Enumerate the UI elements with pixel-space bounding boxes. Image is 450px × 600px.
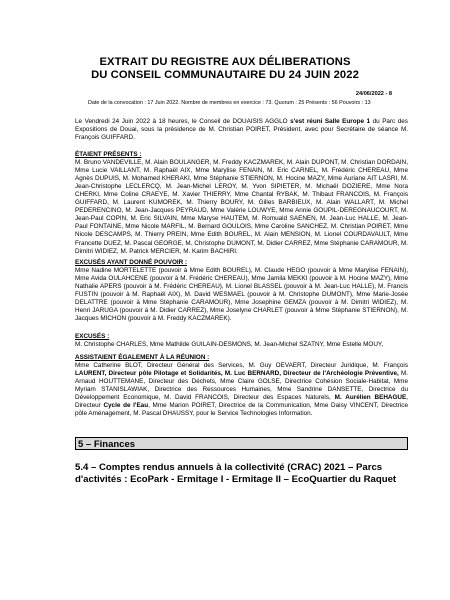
assistaient-bold-2: M. Aurélien BEHAGUE	[334, 394, 407, 402]
section-heading-finances: 5 – Finances	[75, 437, 408, 450]
deliberation-reference: 24/06/2022 - 8	[355, 91, 392, 97]
document-title-line-2: DU CONSEIL COMMUNAUTAIRE DU 24 JUIN 2022	[91, 69, 359, 81]
pouvoirs-heading: EXCUSÉS AYANT DONNÉ POUVOIR :	[75, 259, 188, 266]
document-title-line-1: EXTRAIT DU REGISTRE AUX DÉLIBERATIONS	[99, 56, 351, 68]
intro-paragraph	[75, 118, 408, 142]
presents-paragraph	[75, 151, 408, 256]
assistaient-text-3: , Directeur	[75, 394, 408, 410]
excuses-list: M. Christophe CHARLES, Mme Mathilde GUILAIN-DESMONS, M. Jean-Michel SZATNY, Mme Estelle MOUY,	[75, 341, 384, 349]
assistaient-bold-3: Cycle de l'Eau	[103, 402, 149, 410]
assistaient-text-4: , Mme Marion POIRET, Directrice de la Communication, Mme Daisy VINCENT, Directrice pôle Aménagement, M. Pascal DHAUSSY, pour le Service Technologies Information.	[75, 402, 409, 418]
pouvoirs-paragraph	[75, 259, 408, 323]
convocation-line: Date de la convocation : 17 Juin 2022. Nombre de membres en exercice : 73. Quorum : 25 Présents : 56 Pouvoirs : 13	[88, 100, 371, 106]
pouvoirs-list: Mme Nadine MORTELETTE (pouvoir à Mme Edith BOUREL), M. Claude HEGO (pouvoir à Mme Marylise FENAIN), Mme Avida OULAHCENE (pouvoir à M. Frédéric CHEREAU), Mme Jamila MEKKI (pouvoir à M. Hocine MAZY), Mme Nathalie APERS (pouvoir à M. Frédéric CHEREAU), M. Lionel BLASSEL (pouvoir à M. Jean-Luc HALLE), M. Francis FUSTIN (pouvoir à M. Raphaël AIX), M. David WESMAEL (pouvoir à M. Christophe DUMONT), Mme Marie-Josée DELATTRE (pouvoir à Mme Stéphanie CARAMOUR), Mme Josephine GEMZA (pouvoir à M. Dimitri WIDIEZ), M. Henri JARUGA (pouvoir à M. Didier CARREZ), Mme Joselyne CHARLET (pouvoir à Mme Stéphanie STIERNON), M. Jacques MICHON (pouvoir à M. Freddy KACZMAREK).	[75, 267, 408, 323]
intro-bold-text: s'est réuni Salle Europe 1	[290, 118, 371, 125]
intro-text: Le Vendredi 24 Juin 2022 à 18 heures, le Conseil de DOUAISIS AGGLO	[75, 118, 291, 125]
assistaient-bold-1: LAURENT, Directeur pôle Pilotage et Solidarités, M. Luc BERNARD, Directeur de l'Archéologie Préventive,	[75, 370, 399, 378]
presents-list: M. Bruno VANDEVILLE, M. Alain BOULANGER, M. Freddy KACZMAREK, M. Alain DUPONT, M. Christian DORDAIN, Mme Lucie VAILLANT, M. Raphaël AIX, Mme Marylise FENAIN, M. Eric CARNEL, M. Frédéric CHEREAU, Mme Agnès DUPUIS, M. Mohamed KHERAKI, Mme Stéphanie STIERNON, M. Hocine MAZY, Mme Auriane AIT LASRI, M. Jean-Christophe LECLERCQ, M. Jean-Michel LEROY, M. Yvon SIPIETER, M. Michaël DOZIERE, Mme Nora CHERKI, Mme Coline CRAEYE, M. Xavier THIERRY, Mme Chantal RYBAK, M. Thibaut FRANCOIS, M. François GUIFFARD, M. Laurent KUMOREK, M. Thierry BOURY, M. Gilles BARBIEUX, M. Alain WALLART, M. Michel PEDERENCINO, M. Jean-Jacques PEYRAUD, Mme Valérie LOUWYE, Mme Annie GOUPIL-DEREGNAUCOURT, M. Jean-Paul COPIN, M. Eric SILVAIN, Mme Maryse HAUTEM, M. Romuald SAENEN, M. Jean-Luc HALLE, M. Jean-Paul FONTAINE, Mme Nicole MARFIL, M. Bernard GOULOIS, Mme Caroline SANCHEZ, M. Christian POIRET, Mme Nicole DESCAMPS, M. Thierry PREIN, Mme Edith BOUREL, M. Alain MENSION, M. Lionel COURDAVAULT, Mme Francette DUEZ, M. Pascal GEORGE, M. Christophe DUMONT, M. Didier CARREZ, Mme Stéphanie CARAMOUR, M. Dimitri WIDIEZ, M. Patrick MERCIER, M. Karim BACHIRI.	[75, 159, 408, 255]
intro-text-end: du Parc des Expositions de Douai, sous la présidence de M. Christian POIRET, Président, avec pour Secrétaire de séance M. François GUIFFARD.	[75, 118, 408, 142]
excuses-paragraph	[75, 333, 408, 349]
presents-heading: ÉTAIENT PRÉSENTS :	[75, 151, 142, 158]
assistaient-paragraph	[75, 354, 408, 418]
assistaient-text-1: Mme Catherine BLOT, Directeur Général des Services, M. Guy OEVAERT, Directeur Juridique, M. François	[75, 362, 408, 370]
deliberation-subject: 5.4 – Comptes rendus annuels à la collectivité (CRAC) 2021 – Parcs d'activités : EcoPark - Ermitage I - Ermitage II – EcoQuartier du Raquet	[75, 462, 397, 485]
excuses-heading: EXCUSÉS :	[75, 333, 110, 340]
assistaient-text-2: M. Arnaud HOUTTEMANE, Directeur des Déchets, Mme Claire GOLSE, Directrice Cohésion Sociale-Habitat, Mme Myriam STANISLAWIAK, Directrice des Ressources Humaines, Mme Sandrine DANSETTE, Directrice du Développement Economique, M. David FRANCOIS, Directeur des Espaces Naturels,	[75, 370, 408, 402]
assistaient-heading: ASSISTAIENT ÉGALEMENT À LA RÉUNION :	[75, 354, 210, 361]
